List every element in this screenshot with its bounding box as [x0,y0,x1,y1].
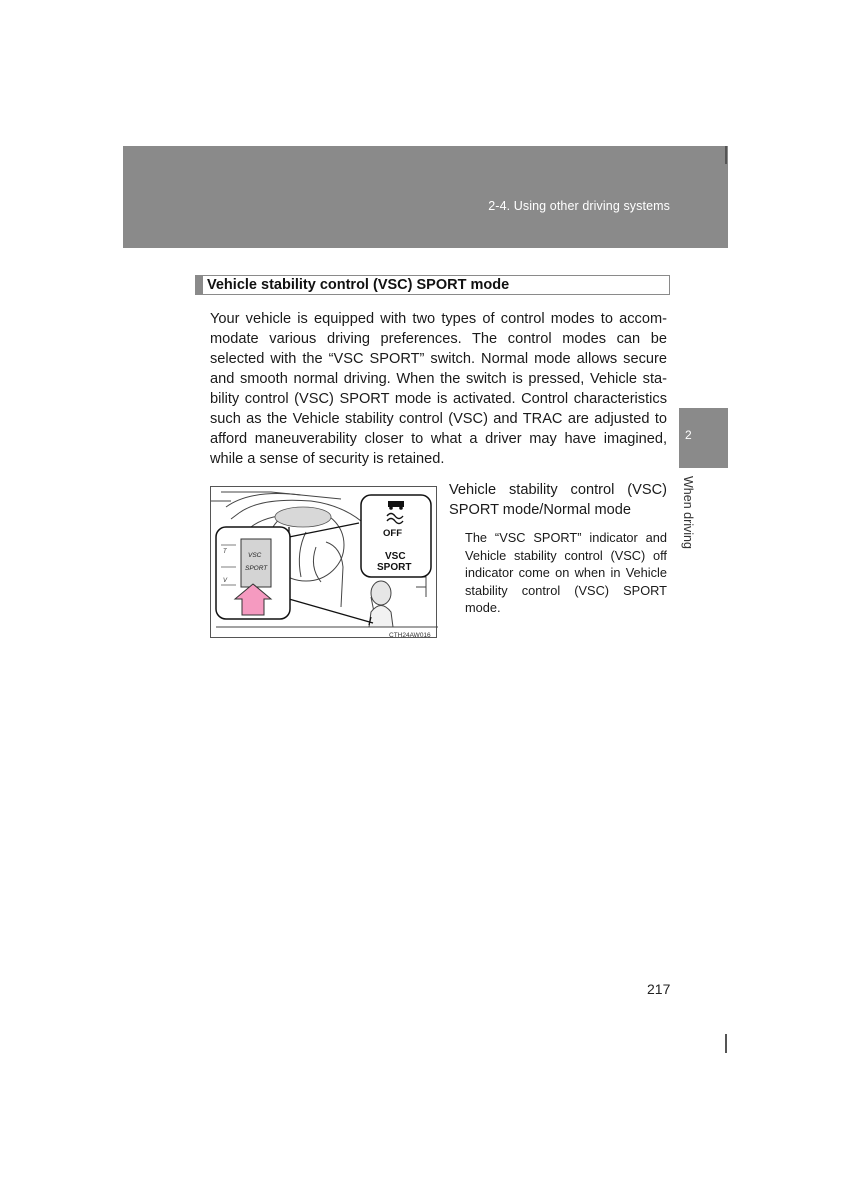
page-number: 217 [647,981,671,997]
chapter-number: 2 [685,428,692,442]
switch-label-top: VSC [385,551,406,562]
dashboard-illustration [210,486,437,638]
switch-side-t: T [223,549,227,555]
switch-label-bottom: SPORT [377,562,412,573]
indicator-off-label: OFF [383,528,402,539]
crop-mark [725,146,727,164]
header-band [123,146,728,248]
figure-caption-note: The “VSC SPORT” indicator and Vehicle stability control (VSC) off indicator come on when in Vehicle stability control (VSC) SPORT mode. [465,530,667,615]
section-heading [195,275,670,295]
chapter-label: When driving [681,476,695,549]
figure-code: CTH24AW016 [389,632,431,639]
illustration-svg [211,487,438,639]
switch-label-small-bottom: SPORT [245,565,268,572]
heading-text: Vehicle stability control (VSC) SPORT mode [207,277,510,293]
switch-label-small-top: VSC [248,552,262,559]
crop-mark-bottom [725,1034,727,1053]
switch-side-v: V [223,578,228,584]
body-paragraph: Your vehicle is equipped with two types of control modes to accommodate various driving preferences. The control modes can be selected with the “VSC SPORT” switch. Normal mode allows secure and smooth normal driving. When the switch is pressed, Vehicle stability control (VSC) SPORT mode is activated. Control characteristics such as the Vehicle stability control (VSC) and TRAC are adjusted to afford maneuverability closer to what a driver may have imagined, while a sense of security is retained. [210,311,667,467]
figure-caption-title: Vehicle stability control (VSC) SPORT mode/Normal mode [449,482,667,518]
section-title: 2-4. Using other driving systems [488,199,670,213]
heading-accent-bar [196,276,203,294]
